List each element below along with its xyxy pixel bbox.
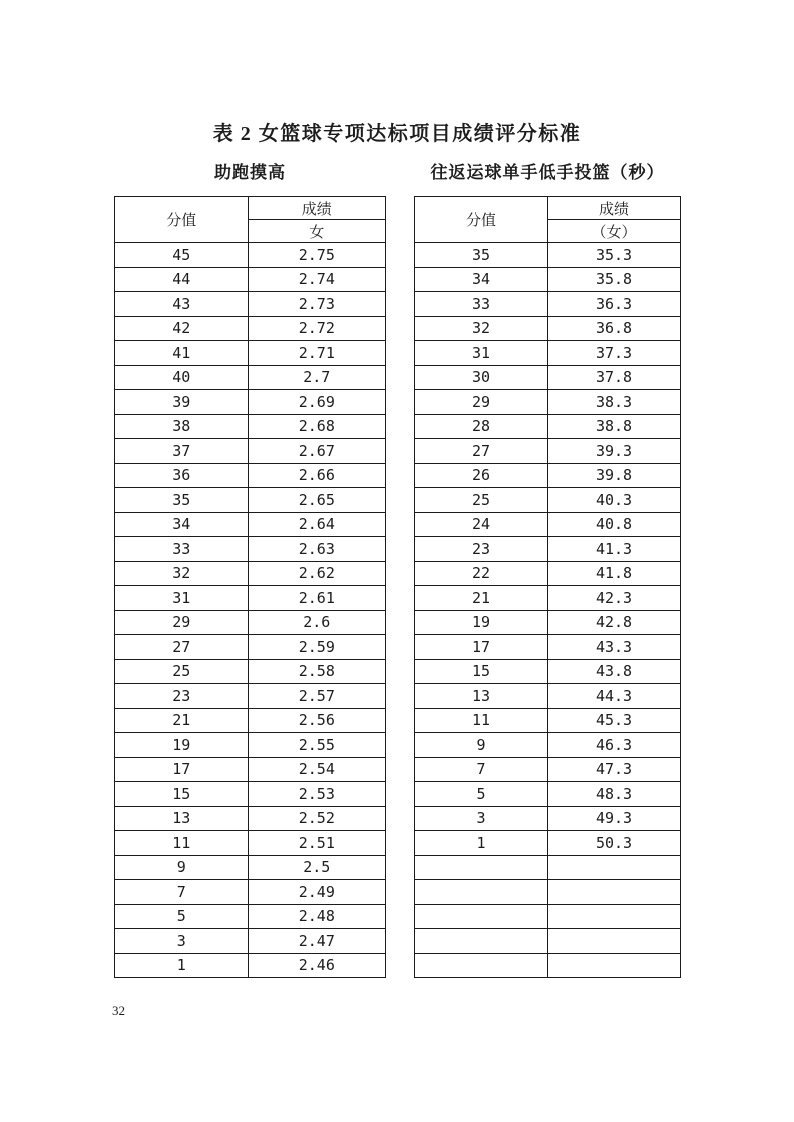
table-row — [415, 684, 681, 709]
score-cell: 13 — [115, 806, 249, 831]
tables-container — [114, 160, 681, 978]
table-row — [415, 512, 681, 537]
score-cell: 34 — [415, 267, 548, 292]
score-cell: 43 — [115, 292, 249, 317]
right-header-gender: （女） — [548, 220, 681, 243]
score-cell: 29 — [115, 610, 249, 635]
table-row — [115, 880, 386, 905]
table-row — [415, 953, 681, 978]
score-cell — [415, 904, 548, 929]
table-row — [115, 782, 386, 807]
table-row — [415, 659, 681, 684]
table-row — [115, 537, 386, 562]
score-cell: 30 — [415, 365, 548, 390]
result-cell: 2.66 — [248, 463, 385, 488]
table-row — [115, 439, 386, 464]
score-cell: 19 — [115, 733, 249, 758]
score-cell: 3 — [415, 806, 548, 831]
table-row — [415, 439, 681, 464]
result-cell: 38.3 — [548, 390, 681, 415]
table-row — [115, 292, 386, 317]
right-table-subtitle: 往返运球单手低手投篮（秒） — [430, 163, 665, 182]
score-cell: 37 — [115, 439, 249, 464]
table-row — [115, 757, 386, 782]
table-row — [415, 929, 681, 954]
table-row — [415, 267, 681, 292]
result-cell: 2.63 — [248, 537, 385, 562]
result-cell: 37.3 — [548, 341, 681, 366]
table-row — [115, 929, 386, 954]
table-row — [415, 831, 681, 856]
result-cell: 2.46 — [248, 953, 385, 978]
left-header-result: 成绩 — [248, 197, 385, 220]
result-cell: 49.3 — [548, 806, 681, 831]
right-table-section — [414, 160, 681, 978]
table-row — [415, 463, 681, 488]
result-cell: 2.72 — [248, 316, 385, 341]
result-cell: 2.6 — [248, 610, 385, 635]
table-row — [115, 390, 386, 415]
score-cell: 38 — [115, 414, 249, 439]
table-row — [415, 365, 681, 390]
score-cell: 11 — [415, 708, 548, 733]
result-cell: 2.59 — [248, 635, 385, 660]
score-cell: 5 — [115, 904, 249, 929]
score-cell — [415, 929, 548, 954]
result-cell: 43.3 — [548, 635, 681, 660]
score-cell: 23 — [115, 684, 249, 709]
score-cell: 41 — [115, 341, 249, 366]
score-cell: 26 — [415, 463, 548, 488]
result-cell: 45.3 — [548, 708, 681, 733]
table-row — [115, 561, 386, 586]
table-row — [415, 292, 681, 317]
result-cell: 41.3 — [548, 537, 681, 562]
result-cell: 2.53 — [248, 782, 385, 807]
result-cell: 2.65 — [248, 488, 385, 513]
table-row — [415, 341, 681, 366]
right-table-body — [415, 243, 681, 978]
result-cell — [548, 855, 681, 880]
score-cell: 1 — [115, 953, 249, 978]
table-row — [115, 586, 386, 611]
table-row — [115, 414, 386, 439]
score-cell: 42 — [115, 316, 249, 341]
score-cell — [415, 880, 548, 905]
result-cell: 2.58 — [248, 659, 385, 684]
result-cell: 2.75 — [248, 243, 385, 268]
score-cell: 15 — [415, 659, 548, 684]
table-row — [415, 782, 681, 807]
right-header-score: 分值 — [415, 197, 548, 243]
result-cell — [548, 880, 681, 905]
score-cell: 35 — [415, 243, 548, 268]
result-cell: 47.3 — [548, 757, 681, 782]
result-cell: 39.8 — [548, 463, 681, 488]
table-row — [415, 243, 681, 268]
table-row — [415, 757, 681, 782]
result-cell: 2.51 — [248, 831, 385, 856]
table-row — [415, 806, 681, 831]
result-cell: 40.8 — [548, 512, 681, 537]
right-table — [414, 196, 681, 978]
left-table-subtitle: 助跑摸高 — [214, 163, 286, 182]
table-row — [115, 267, 386, 292]
score-cell: 24 — [415, 512, 548, 537]
table-row — [415, 390, 681, 415]
result-cell — [548, 953, 681, 978]
score-cell: 29 — [415, 390, 548, 415]
score-cell — [415, 855, 548, 880]
result-cell: 40.3 — [548, 488, 681, 513]
score-cell: 27 — [415, 439, 548, 464]
table-row — [415, 708, 681, 733]
table-row — [115, 243, 386, 268]
left-table-section — [114, 160, 386, 978]
result-cell: 39.3 — [548, 439, 681, 464]
table-row — [115, 512, 386, 537]
score-cell: 13 — [415, 684, 548, 709]
score-cell: 25 — [115, 659, 249, 684]
result-cell: 2.74 — [248, 267, 385, 292]
score-cell: 44 — [115, 267, 249, 292]
table-row — [415, 414, 681, 439]
table-row — [115, 365, 386, 390]
table-row — [115, 341, 386, 366]
result-cell: 42.3 — [548, 586, 681, 611]
score-cell: 17 — [115, 757, 249, 782]
score-cell: 45 — [115, 243, 249, 268]
table-row — [415, 904, 681, 929]
result-cell: 2.69 — [248, 390, 385, 415]
result-cell — [548, 904, 681, 929]
score-cell: 7 — [115, 880, 249, 905]
score-cell: 32 — [115, 561, 249, 586]
page-title: 表 2 女篮球专项达标项目成绩评分标准 — [212, 123, 582, 145]
result-cell: 2.49 — [248, 880, 385, 905]
result-cell: 2.71 — [248, 341, 385, 366]
table-row — [115, 684, 386, 709]
score-cell: 11 — [115, 831, 249, 856]
score-cell: 31 — [415, 341, 548, 366]
score-cell: 35 — [115, 488, 249, 513]
result-cell: 2.52 — [248, 806, 385, 831]
table-row — [115, 855, 386, 880]
result-cell: 2.67 — [248, 439, 385, 464]
result-cell: 43.8 — [548, 659, 681, 684]
score-cell: 33 — [115, 537, 249, 562]
result-cell: 44.3 — [548, 684, 681, 709]
table-row — [415, 561, 681, 586]
result-cell: 35.8 — [548, 267, 681, 292]
result-cell: 41.8 — [548, 561, 681, 586]
result-cell: 38.8 — [548, 414, 681, 439]
score-cell: 15 — [115, 782, 249, 807]
result-cell: 2.73 — [248, 292, 385, 317]
table-row — [115, 463, 386, 488]
result-cell: 2.48 — [248, 904, 385, 929]
score-cell: 40 — [115, 365, 249, 390]
result-cell: 2.5 — [248, 855, 385, 880]
table-row — [415, 316, 681, 341]
score-cell: 39 — [115, 390, 249, 415]
result-cell: 2.62 — [248, 561, 385, 586]
score-cell: 7 — [415, 757, 548, 782]
left-table — [114, 196, 386, 978]
table-row — [115, 831, 386, 856]
result-cell: 46.3 — [548, 733, 681, 758]
page-number: 32 — [112, 1003, 125, 1018]
score-cell: 33 — [415, 292, 548, 317]
table-row — [415, 488, 681, 513]
result-cell: 2.57 — [248, 684, 385, 709]
result-cell — [548, 929, 681, 954]
score-cell: 27 — [115, 635, 249, 660]
right-header-result: 成绩 — [548, 197, 681, 220]
table-row — [415, 733, 681, 758]
table-row — [115, 610, 386, 635]
result-cell: 2.64 — [248, 512, 385, 537]
score-cell: 21 — [415, 586, 548, 611]
score-cell: 32 — [415, 316, 548, 341]
result-cell: 35.3 — [548, 243, 681, 268]
result-cell: 2.68 — [248, 414, 385, 439]
score-cell: 28 — [415, 414, 548, 439]
score-cell: 36 — [115, 463, 249, 488]
table-row — [415, 586, 681, 611]
score-cell: 25 — [415, 488, 548, 513]
table-row — [415, 880, 681, 905]
result-cell: 2.56 — [248, 708, 385, 733]
result-cell: 2.47 — [248, 929, 385, 954]
left-header-gender: 女 — [248, 220, 385, 243]
left-header-score: 分值 — [115, 197, 249, 243]
table-row — [115, 733, 386, 758]
table-row — [115, 953, 386, 978]
score-cell: 1 — [415, 831, 548, 856]
score-cell: 9 — [115, 855, 249, 880]
table-row — [115, 635, 386, 660]
score-cell: 19 — [415, 610, 548, 635]
score-cell: 3 — [115, 929, 249, 954]
result-cell: 42.8 — [548, 610, 681, 635]
result-cell: 50.3 — [548, 831, 681, 856]
table-row — [115, 904, 386, 929]
table-row — [115, 708, 386, 733]
result-cell: 2.61 — [248, 586, 385, 611]
result-cell: 2.55 — [248, 733, 385, 758]
result-cell: 2.54 — [248, 757, 385, 782]
table-row — [115, 488, 386, 513]
result-cell: 36.3 — [548, 292, 681, 317]
result-cell: 48.3 — [548, 782, 681, 807]
result-cell: 2.7 — [248, 365, 385, 390]
left-table-body — [115, 243, 386, 978]
table-row — [415, 635, 681, 660]
score-cell: 22 — [415, 561, 548, 586]
score-cell: 31 — [115, 586, 249, 611]
score-cell: 23 — [415, 537, 548, 562]
score-cell: 21 — [115, 708, 249, 733]
score-cell: 9 — [415, 733, 548, 758]
score-cell — [415, 953, 548, 978]
result-cell: 36.8 — [548, 316, 681, 341]
table-row — [115, 659, 386, 684]
score-cell: 5 — [415, 782, 548, 807]
score-cell: 17 — [415, 635, 548, 660]
table-row — [415, 855, 681, 880]
table-row — [415, 537, 681, 562]
table-row — [115, 806, 386, 831]
score-cell: 34 — [115, 512, 249, 537]
result-cell: 37.8 — [548, 365, 681, 390]
table-row — [415, 610, 681, 635]
table-row — [115, 316, 386, 341]
